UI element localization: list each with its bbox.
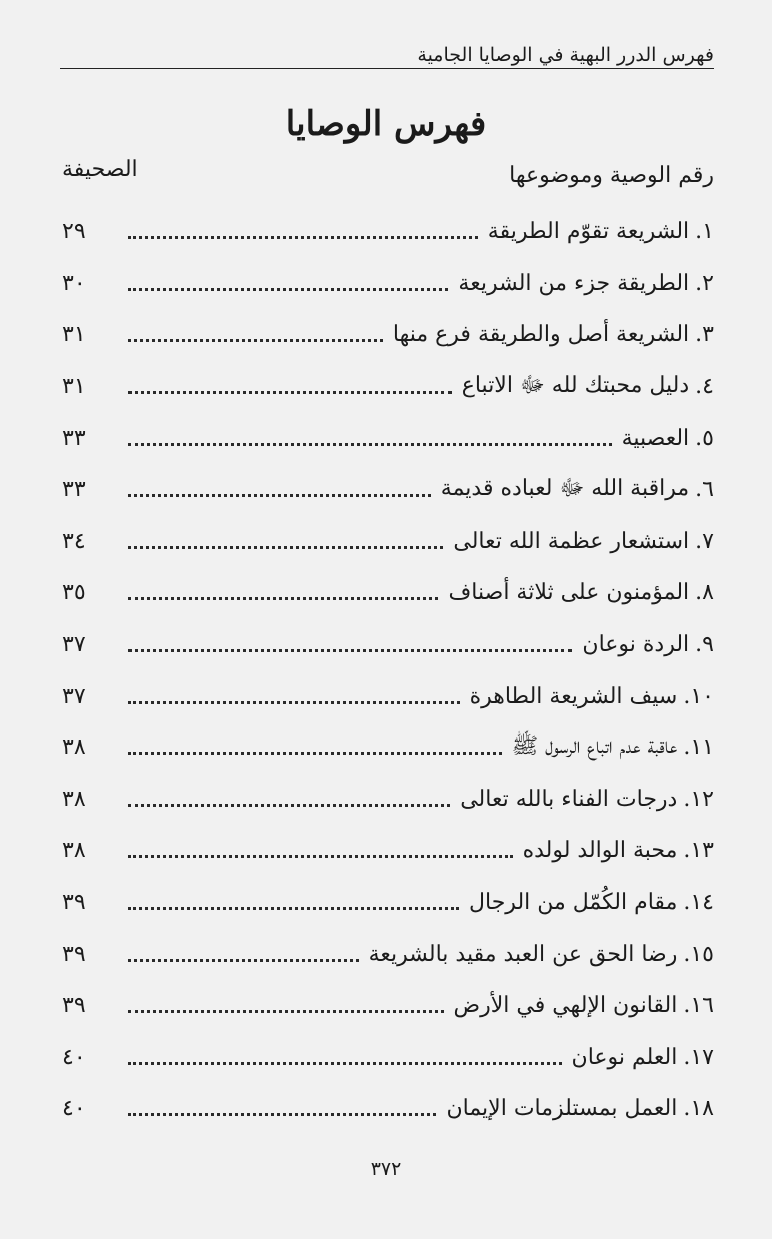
running-header — [60, 46, 714, 69]
toc-entry — [62, 412, 714, 464]
entry-number: ٣. — [695, 322, 714, 348]
entry-title: الردة نوعان — [582, 632, 690, 658]
entry-title: الشريعة أصل والطريقة فرع منها — [392, 322, 690, 348]
dot-leader — [128, 1113, 436, 1116]
entry-title: استشعار عظمة الله تعالى — [453, 528, 690, 554]
toc-entry — [62, 619, 714, 671]
dot-leader — [128, 236, 478, 239]
entry-number: ١٨. — [683, 1096, 714, 1122]
page-title: فهرس الوصايا — [285, 104, 487, 144]
toc-entry — [62, 464, 714, 516]
entry-title: درجات الفناء بالله تعالى — [460, 786, 678, 812]
entry-page: ٣٨ — [62, 838, 86, 864]
entry-title: العمل بمستلزمات الإيمان — [446, 1096, 678, 1122]
dot-leader — [128, 804, 450, 807]
entry-number: ٢. — [695, 270, 714, 296]
entry-title: سيف الشريعة الطاهرة — [469, 683, 678, 709]
dot-leader — [128, 339, 383, 342]
entry-number: ٦. — [695, 477, 714, 503]
entry-title: عاقبة عدم اتباع الرسول ﷺ — [511, 733, 678, 759]
entry-number: ١٧. — [683, 1044, 714, 1070]
toc-entry — [62, 258, 714, 310]
toc-entry — [62, 825, 714, 877]
entry-page: ٣٩ — [62, 993, 86, 1019]
entry-number: ٨. — [695, 580, 714, 606]
dot-leader — [128, 1010, 444, 1013]
toc-entry — [62, 980, 714, 1032]
dot-leader — [128, 752, 502, 755]
entry-page: ٣٤ — [62, 528, 86, 554]
toc-entry — [62, 928, 714, 980]
entry-page: ٣٠ — [62, 270, 86, 296]
toc-entry — [62, 670, 714, 722]
entry-title: القانون الإلهي في الأرض — [453, 993, 678, 1019]
entry-page: ٣٨ — [62, 786, 86, 812]
toc-entry — [62, 206, 714, 258]
toc-entry — [62, 722, 714, 774]
page-column-header: الصحيفة — [62, 157, 138, 182]
entry-number: ٥. — [695, 425, 714, 451]
entry-number: ٩. — [695, 632, 714, 658]
dot-leader — [128, 391, 452, 394]
dot-leader — [128, 959, 359, 962]
toc-entry — [62, 361, 714, 413]
entry-title: مراقبة الله ﷻ لعباده قديمة — [440, 475, 690, 501]
toc-entry — [62, 516, 714, 568]
entry-title: الشريعة تقوّم الطريقة — [487, 219, 690, 245]
toc-entry — [62, 1032, 714, 1084]
page-number: ٣٧٢ — [370, 1158, 402, 1180]
entry-title: محبة الوالد لولده — [522, 838, 678, 864]
entry-page: ٣٧ — [62, 632, 86, 658]
entry-page: ٣٩ — [62, 890, 86, 916]
toc-entry — [62, 1083, 714, 1135]
dot-leader — [128, 1062, 562, 1065]
dot-leader — [128, 701, 460, 704]
dot-leader — [128, 649, 572, 652]
running-title: فهرس الدرر البهية في الوصايا الجامية — [409, 44, 714, 66]
toc-entry — [62, 567, 714, 619]
dot-leader — [128, 443, 612, 446]
entry-number: ٧. — [695, 528, 714, 554]
column-headers — [62, 157, 714, 193]
topic-column-header: رقم الوصية وموضوعها — [509, 163, 714, 188]
entry-page: ٢٩ — [62, 219, 86, 245]
entry-title: الطريقة جزء من الشريعة — [458, 270, 690, 296]
toc-entry — [62, 774, 714, 826]
entry-page: ٣٣ — [62, 477, 86, 503]
toc-entry — [62, 877, 714, 929]
entry-number: ١٢. — [683, 786, 714, 812]
dot-leader — [128, 494, 431, 497]
entry-title: مقام الكُمّل من الرجال — [469, 890, 678, 916]
toc-entry — [62, 309, 714, 361]
dot-leader — [128, 855, 513, 858]
entry-title: العلم نوعان — [571, 1044, 678, 1070]
entry-page: ٣١ — [62, 374, 86, 400]
entry-title: العصبية — [621, 425, 690, 451]
entry-page: ٤٠ — [62, 1096, 86, 1122]
entry-title: المؤمنون على ثلاثة أصناف — [448, 580, 690, 606]
entry-title: دليل محبتك لله ﷻ الاتباع — [461, 372, 690, 398]
entry-number: ١٠. — [683, 683, 714, 709]
entry-page: ٣٧ — [62, 683, 86, 709]
entry-page: ٣٩ — [62, 941, 86, 967]
entry-number: ١١. — [683, 735, 714, 761]
entry-number: ١٥. — [683, 941, 714, 967]
entry-page: ٣٣ — [62, 425, 86, 451]
entry-number: ١. — [695, 219, 714, 245]
dot-leader — [128, 907, 459, 910]
entry-number: ١٣. — [683, 838, 714, 864]
dot-leader — [128, 546, 443, 549]
entry-number: ١٦. — [683, 993, 714, 1019]
toc-list — [62, 206, 714, 1135]
entry-page: ٣٥ — [62, 580, 86, 606]
entry-page: ٤٠ — [62, 1044, 86, 1070]
entry-page: ٣٨ — [62, 735, 86, 761]
dot-leader — [128, 597, 438, 600]
entry-number: ١٤. — [683, 890, 714, 916]
entry-title: رضا الحق عن العبد مقيد بالشريعة — [368, 941, 678, 967]
entry-number: ٤. — [695, 374, 714, 400]
dot-leader — [128, 288, 448, 291]
entry-page: ٣١ — [62, 322, 86, 348]
